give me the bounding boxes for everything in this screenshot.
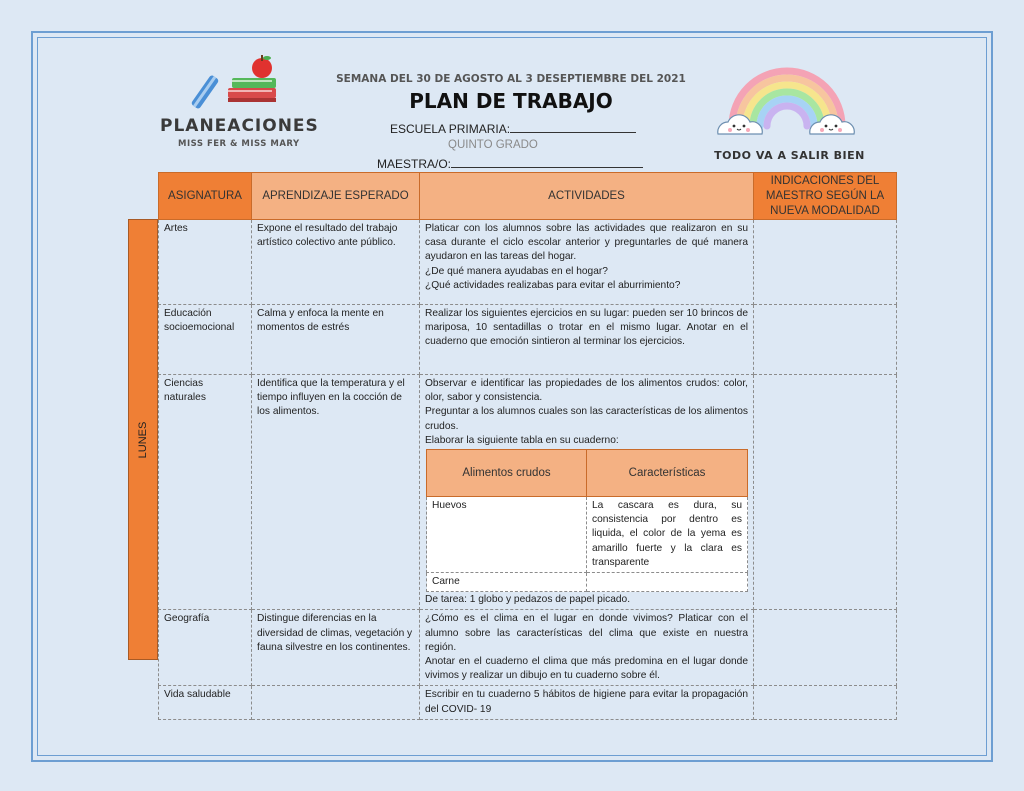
week-range: SEMANA DEL 30 DE AGOSTO AL 3 DESEPTIEMBRE DEL 2021	[336, 73, 686, 85]
homework-text: De tarea: 1 globo y pedazos de papel picado.	[425, 594, 631, 606]
subject-cell: Geografía	[159, 610, 252, 686]
activity-text: Realizar los siguientes ejercicios en su lugar: pueden ser 10 brincos de mariposa, 10 sentadillas o trotar en el mismo lugar. Anotar en el cuaderno que emoción sintieron al terminar los ejercicios.	[425, 308, 748, 348]
activity-text: ¿Qué actividades realizabas para evitar el aburrimiento?	[425, 279, 681, 291]
header-learning: APRENDIZAJE ESPERADO	[252, 173, 420, 220]
school-blank-line	[510, 121, 636, 133]
day-label: LUNES	[137, 421, 149, 458]
learning-cell: Expone el resultado del trabajo artístico colectivo ante público.	[252, 220, 420, 305]
table-row	[159, 375, 897, 610]
learning-cell	[252, 686, 420, 719]
logo-subtitle: MISS FER & MISS MARY	[178, 139, 300, 149]
subject-cell: Educación socioemocional	[159, 305, 252, 375]
header-subject: ASIGNATURA	[159, 173, 252, 220]
page-title: PLAN DE TRABAJO	[409, 89, 613, 113]
header-activities: ACTIVIDADES	[420, 173, 754, 220]
activities-cell	[420, 375, 754, 610]
teacher-blank-line	[451, 156, 643, 168]
learning-cell: Distingue diferencias en la diversidad de climas, vegetación y fauna silvestre en los continentes.	[252, 610, 420, 686]
activity-text: Elaborar la siguiente tabla en su cuaderno:	[425, 434, 619, 446]
activities-cell	[420, 305, 754, 375]
inner-cell: Huevos	[427, 497, 587, 573]
teacher-label: MAESTRA/O:	[377, 157, 452, 171]
header-indications: INDICACIONES DEL MAESTRO SEGÚN LA NUEVA MODALIDAD	[754, 173, 897, 220]
inner-table-row	[427, 573, 748, 592]
indications-cell	[754, 686, 897, 719]
activities-cell	[420, 220, 754, 305]
activity-text: Platicar con los alumnos sobre las actividades que realizaron en su casa durante el ciclo escolar anterior y preguntarles de qué manera ayudaron en las tareas del hogar.	[425, 223, 748, 263]
indications-cell	[754, 305, 897, 375]
subject-cell: Artes	[159, 220, 252, 305]
activity-text: ¿De qué manera ayudabas en el hogar?	[425, 265, 608, 277]
teacher-field	[377, 156, 643, 171]
inner-header-characteristics: Características	[587, 450, 748, 497]
subject-cell: Ciencias naturales	[159, 375, 252, 610]
work-plan-table	[158, 172, 897, 720]
inner-table-row	[427, 497, 748, 573]
activity-text: Observar e identificar las propiedades de los alimentos crudos: color, olor, sabor y consistencia.	[425, 378, 748, 404]
table-row	[159, 610, 897, 686]
inner-header-food: Alimentos crudos	[427, 450, 587, 497]
motto-text: TODO VA A SALIR BIEN	[714, 149, 865, 162]
activities-cell	[420, 610, 754, 686]
activities-cell	[420, 686, 754, 719]
indications-cell	[754, 220, 897, 305]
grade-label: QUINTO GRADO	[448, 139, 538, 151]
learning-cell: Calma y enfoca la mente en momentos de estrés	[252, 305, 420, 375]
learning-cell: Identifica que la temperatura y el tiempo influyen en la cocción de los alimentos.	[252, 375, 420, 610]
activity-text: Escribir en tu cuaderno 5 hábitos de higiene para evitar la propagación del COVID- 19	[425, 689, 748, 715]
table-header-row	[159, 173, 897, 220]
logo-title: PLANEACIONES	[160, 116, 319, 136]
indications-cell	[754, 610, 897, 686]
table-row	[159, 686, 897, 719]
indications-cell	[754, 375, 897, 610]
rainbow-clouds-icon	[712, 56, 862, 151]
inner-cell	[587, 573, 748, 592]
school-label: ESCUELA PRIMARIA:	[390, 122, 511, 136]
inner-cell: La cascara es dura, su consistencia por dentro es liquida, el color de la yema es amarillo fuerte y la clara es transparente	[587, 497, 748, 573]
activity-text: ¿Cómo es el clima en el lugar en donde vivimos? Platicar con el alumno sobre las características del clima que existe en nuestra región.	[425, 613, 748, 653]
activity-text: Anotar en el cuaderno el clima que más predomina en el lugar donde vivimos y realizar un dibujo en tu cuaderno sobre él.	[425, 656, 748, 682]
school-field	[390, 121, 636, 136]
inner-cell: Carne	[427, 573, 587, 592]
food-properties-table	[426, 449, 748, 592]
table-row	[159, 220, 897, 305]
inner-table-header-row	[427, 450, 748, 497]
table-row	[159, 305, 897, 375]
books-apple-logo-icon	[150, 52, 340, 152]
day-column	[128, 219, 158, 660]
subject-cell: Vida saludable	[159, 686, 252, 719]
activity-text: Preguntar a los alumnos cuales son las características de los alimentos crudos.	[425, 406, 748, 432]
